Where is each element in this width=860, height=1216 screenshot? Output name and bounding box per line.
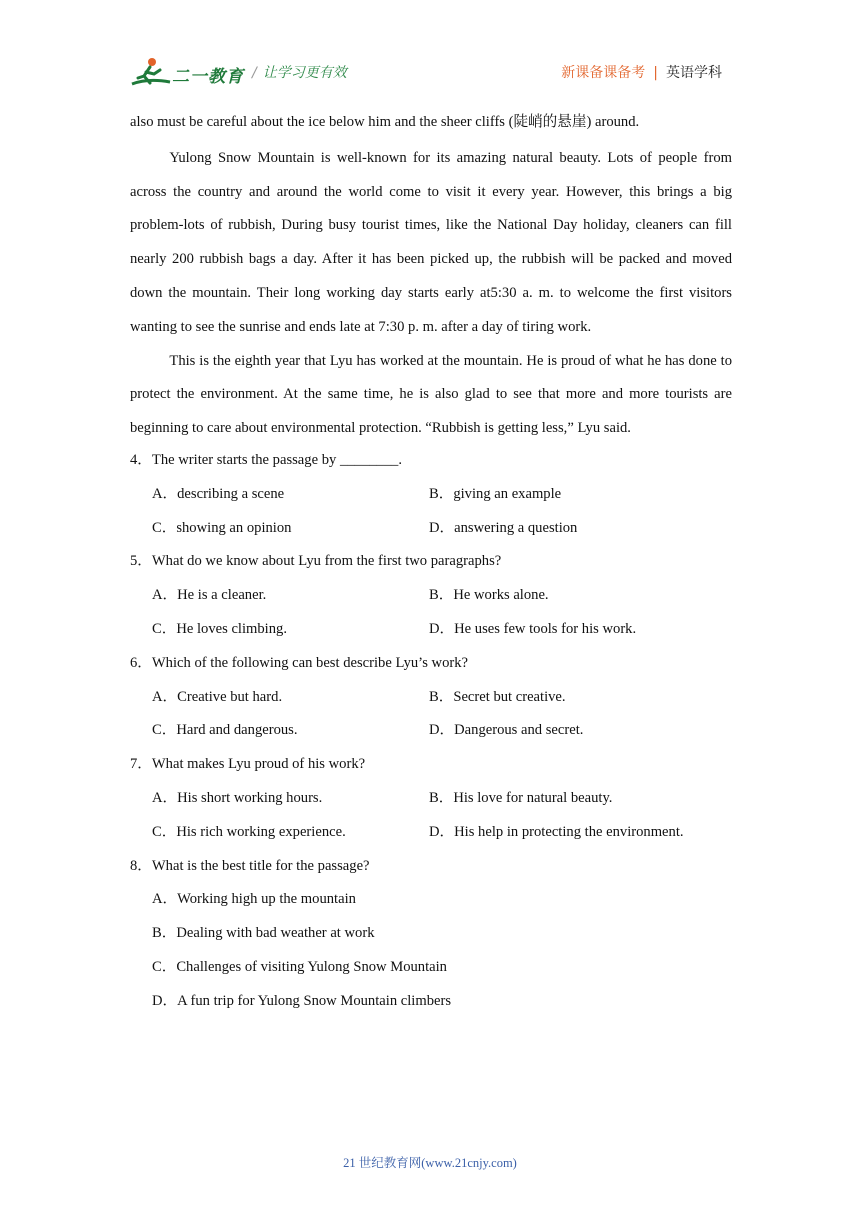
option-a: A．Creative but hard. [152,688,283,705]
option-d: D．His help in protecting the environment. [429,823,684,840]
option-row [130,615,732,649]
passage-paragraph-2: Yulong Snow Mountain is well-known for its amazing natural beauty. Lots of people from across the country and around the world come to visit it every year. However, this brings a big problem-lots of rubbish, During busy tourist times, like the National Day holiday, cleaners can fill nearly 200 rubbish bags a day. After it has been picked up, the rubbish will be packed and moved down the mountain. Their long working day starts early at5:30 a. m. to welcome the first visitors wanting to see the sunrise and ends late at 7:30 p. m. after a day of tiring work. [130,149,732,335]
brand-logo [130,56,242,90]
header-course-label: 新课备课备考 [561,65,646,81]
option-a: A．Working high up the mountain [152,891,356,908]
question-number: 6． [130,654,152,671]
option-b: B．Secret but creative. [429,688,566,705]
question-8 [130,852,732,1021]
option-c: C．His rich working experience. [152,823,346,840]
document-body [130,108,732,1021]
question-number: 8． [130,857,152,874]
option-row [130,581,732,615]
page-footer: 21 世纪教育网(www.21cnjy.com) [343,1156,517,1170]
question-text: Which of the following can best describe Lyu’s work? [151,654,469,671]
question-text: What do we know about Lyu from the first two paragraphs? [151,553,502,570]
question-5 [130,547,732,648]
option-row [130,514,732,548]
slogan-slash: / [252,65,257,81]
option-a: A．His short working hours. [152,789,323,806]
question-text: What makes Lyu proud of his work? [151,756,366,773]
header-subject-label: 英语学科 [666,65,722,81]
page-header [0,0,860,100]
question-stem [130,649,732,683]
option-d: D．answering a question [429,519,578,536]
option-row [130,716,732,750]
runner-logo-icon [130,56,174,90]
option-a: A．describing a scene [152,485,285,502]
option-c: C．Challenges of visiting Yulong Snow Mountain [152,958,447,975]
logo-text: 二一教育 [172,67,244,87]
passage-paragraph-3: This is the eighth year that Lyu has worked at the mountain. He is proud of what he has done to protect the environment. At the same time, he is also glad to see that more and more tourists are beginning to care about environmental protection. “Rubbish is getting less,” Lyu said. [130,352,732,437]
question-4 [130,446,732,547]
option-row [130,480,732,514]
question-number: 4． [130,451,152,468]
question-7 [130,750,732,851]
header-right [561,62,722,82]
option-b: B．He works alone. [429,587,549,604]
header-separator: | [653,65,658,81]
option-row [130,784,732,818]
option-b: B．His love for natural beauty. [429,789,613,806]
option-d: D．He uses few tools for his work. [429,620,637,637]
option-c: C．showing an opinion [152,519,292,536]
option-c: C．Hard and dangerous. [152,722,298,739]
option-a: A．He is a cleaner. [152,587,267,604]
slogan-text: 让学习更有效 [262,65,347,81]
option-d: D．A fun trip for Yulong Snow Mountain climbers [152,992,452,1009]
question-6 [130,649,732,750]
question-stem [130,446,732,480]
question-text: The writer starts the passage by ________. [151,451,402,468]
option-row [130,683,732,717]
option-row [130,818,732,852]
passage-continuation: also must be careful about the ice below him and the sheer cliffs (陡峭的悬崖) around. [130,114,640,130]
option-c: C．He loves climbing. [152,620,287,637]
question-text: What is the best title for the passage? [151,857,370,874]
option-d: D．Dangerous and secret. [429,722,584,739]
question-stem [130,547,732,581]
question-stem [130,852,732,886]
option-b: B．Dealing with bad weather at work [152,925,375,942]
question-number: 5． [130,553,152,570]
question-number: 7． [130,756,152,773]
slogan [252,62,347,82]
question-stem [130,750,732,784]
option-b: B．giving an example [429,485,562,502]
